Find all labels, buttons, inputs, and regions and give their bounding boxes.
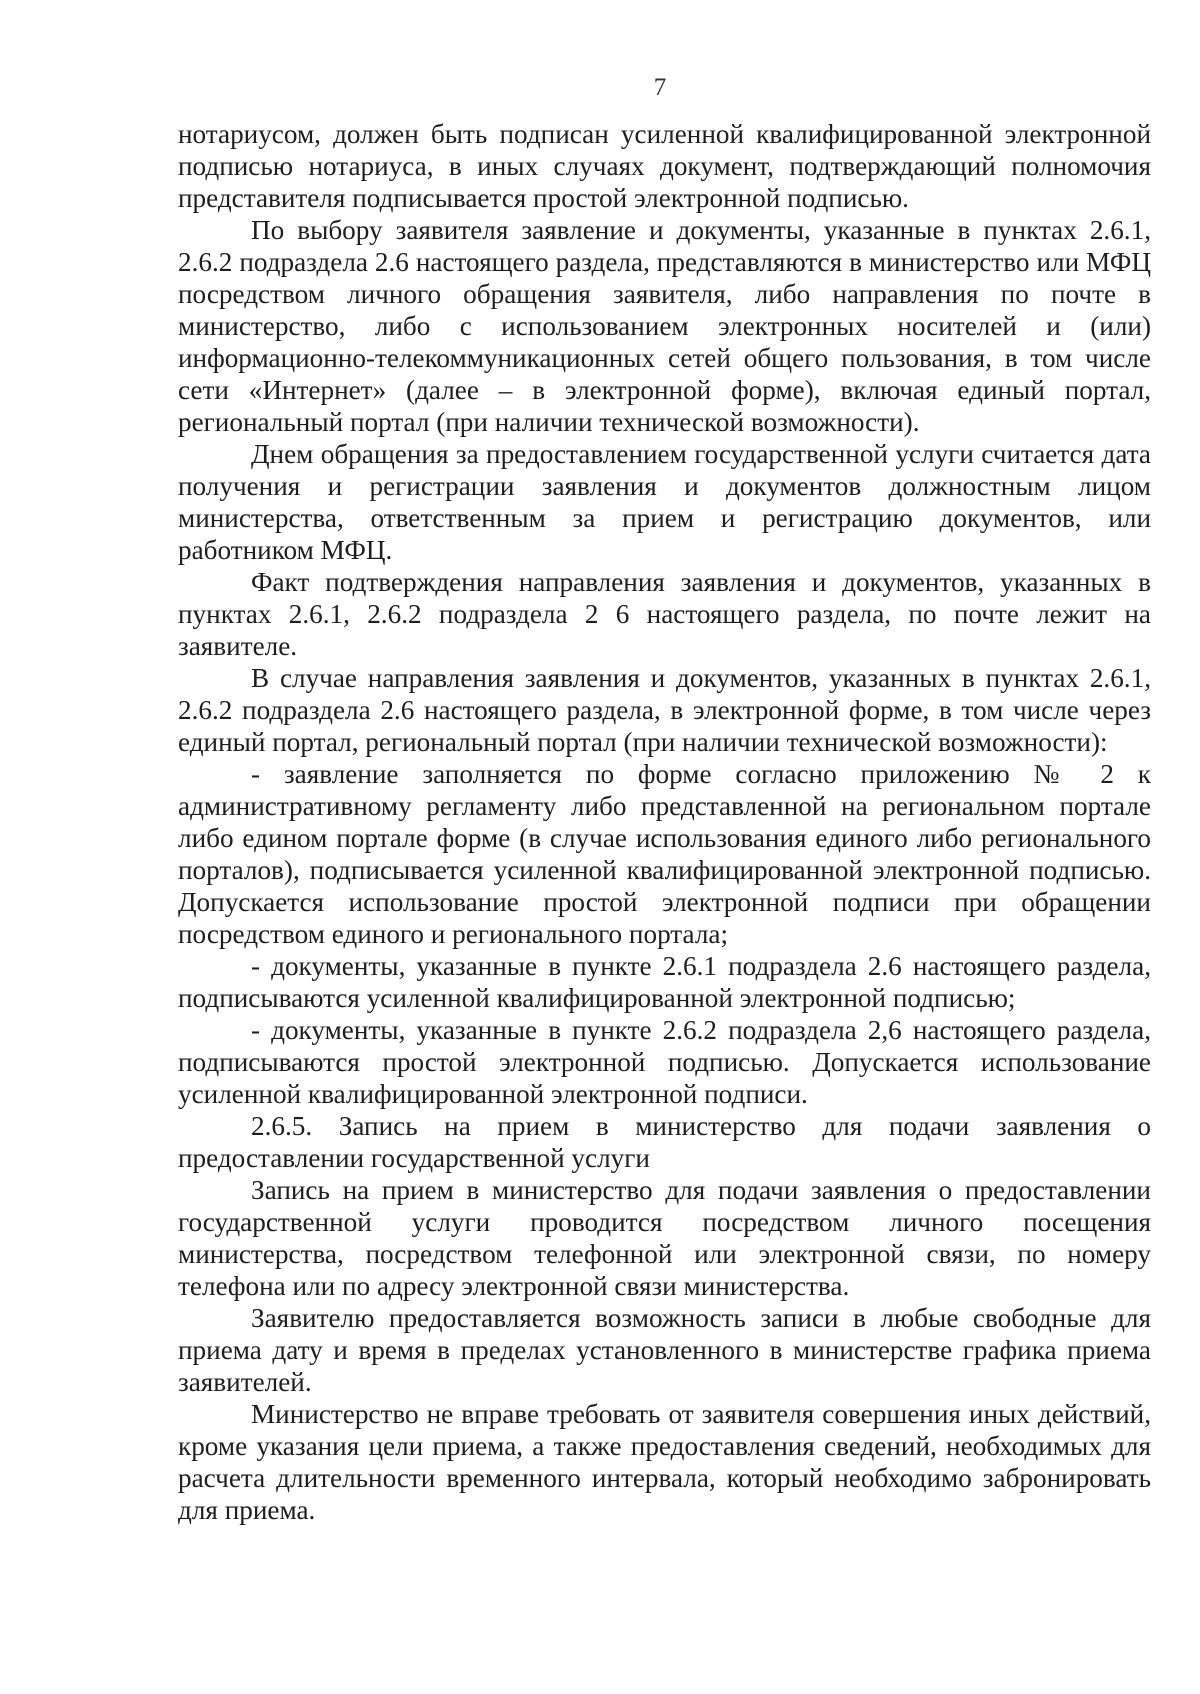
paragraph-appointment-slots: Заявителю предоставляется возможность записи в любые свободные для приема дату и время в пределах установленного в министерстве графика приема заявителей.	[178, 1303, 1151, 1397]
document-body	[178, 118, 1151, 1526]
list-item-documents-2-6-1: - документы, указанные в пункте 2.6.1 подраздела 2.6 настоящего раздела, подписываются усиленной квалифицированной электронной подписью;	[178, 951, 1151, 1013]
paragraph-electronic-submission: В случае направления заявления и документов, указанных в пунктах 2.6.1, 2.6.2 подраздела 2.6 настоящего раздела, в электронной форме, в том числе через единый портал, региональный портал (при наличии технической возможности):	[178, 663, 1151, 757]
paragraph-appointment-methods: Запись на прием в министерство для подачи заявления о предоставлении государственной услуги проводится посредством личного посещения министерства, посредством телефонной или электронной связи, по номеру телефона или по адресу электронной связи министерства.	[178, 1175, 1151, 1301]
list-item-application-form: - заявление заполняется по форме согласно приложению № 2 к административному регламенту либо представленной на региональном портале либо едином портале форме (в случае использования единого либо регионального порталов), подписывается усиленной квалифицированной электронной подписью. Допускается использование простой электронной подписи при обращении посредством единого и регионального портала;	[178, 759, 1151, 949]
paragraph-ministry-restrictions: Министерство не вправе требовать от заявителя совершения иных действий, кроме указания цели приема, а также предоставления сведений, необходимых для расчета длительности временного интервала, который необходимо забронировать для приема.	[178, 1399, 1151, 1525]
paragraph-notary-signature: нотариусом, должен быть подписан усиленной квалифицированной электронной подписью нотариуса, в иных случаях документ, подтверждающий полномочия представителя подписывается простой электронной подписью.	[178, 119, 1151, 213]
paragraph-postal-confirmation: Факт подтверждения направления заявления и документов, указанных в пунктах 2.6.1, 2.6.2 подраздела 2 6 настоящего раздела, по почте лежит на заявителе.	[178, 567, 1151, 661]
page-number: 7	[653, 74, 667, 101]
paragraph-request-date: Днем обращения за предоставлением государственной услуги считается дата получения и регистрации заявления и документов должностным лицом министерства, ответственным за прием и регистрацию документов, или работником МФЦ.	[178, 439, 1151, 565]
list-item-documents-2-6-2: - документы, указанные в пункте 2.6.2 подраздела 2,6 настоящего раздела, подписываются простой электронной подписью. Допускается использование усиленной квалифицированной электронной подписи.	[178, 1015, 1151, 1109]
section-heading-2-6-5: 2.6.5. Запись на прием в министерство для подачи заявления о предоставлении государственной услуги	[178, 1111, 1151, 1173]
paragraph-submission-methods: По выбору заявителя заявление и документы, указанные в пунктах 2.6.1, 2.6.2 подраздела 2.6 настоящего раздела, представляются в министерство или МФЦ посредством личного обращения заявителя, либо направления по почте в министерство, либо с использованием электронных носителей и (или) информационно-телекоммуникационных сетей общего пользования, в том числе сети «Интернет» (далее – в электронной форме), включая единый портал, региональный портал (при наличии технической возможности).	[178, 215, 1151, 437]
